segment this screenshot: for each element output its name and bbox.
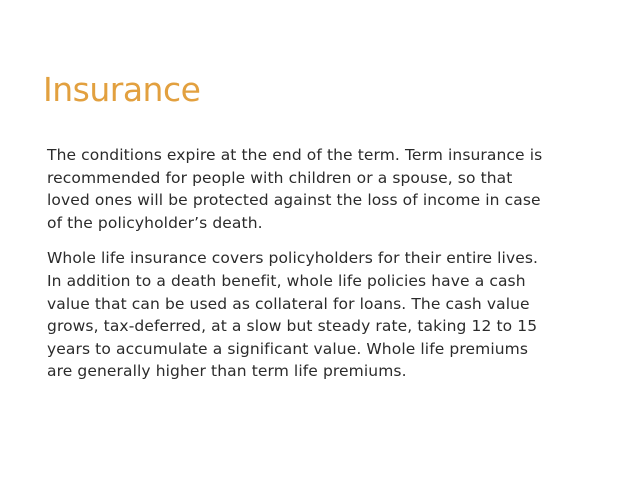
text-line: loved ones will be protected against the loss of income in case (47, 191, 541, 210)
text-line: value that can be used as collateral for loans. The cash value (47, 294, 530, 313)
text-line: of the policyholder’s death. (47, 213, 263, 232)
text-line: recommended for people with children or a spouse, so that (47, 168, 513, 187)
text-line: grows, tax-deferred, at a slow but steady rate, taking 12 to 15 (47, 317, 538, 336)
paragraph-whole-life-insurance (47, 247, 607, 383)
text-line: years to accumulate a significant value. Whole life premiums (47, 339, 529, 358)
text-line: are generally higher than term life premiums. (47, 362, 407, 381)
slide-title: Insurance (43, 70, 201, 109)
text-line: The conditions expire at the end of the term. Term insurance is (47, 146, 543, 164)
slide-body (47, 144, 607, 396)
text-line: In addition to a death benefit, whole life policies have a cash (47, 271, 526, 290)
paragraph-term-insurance (47, 144, 607, 234)
text-line: Whole life insurance covers policyholders for their entire lives. (47, 249, 539, 268)
